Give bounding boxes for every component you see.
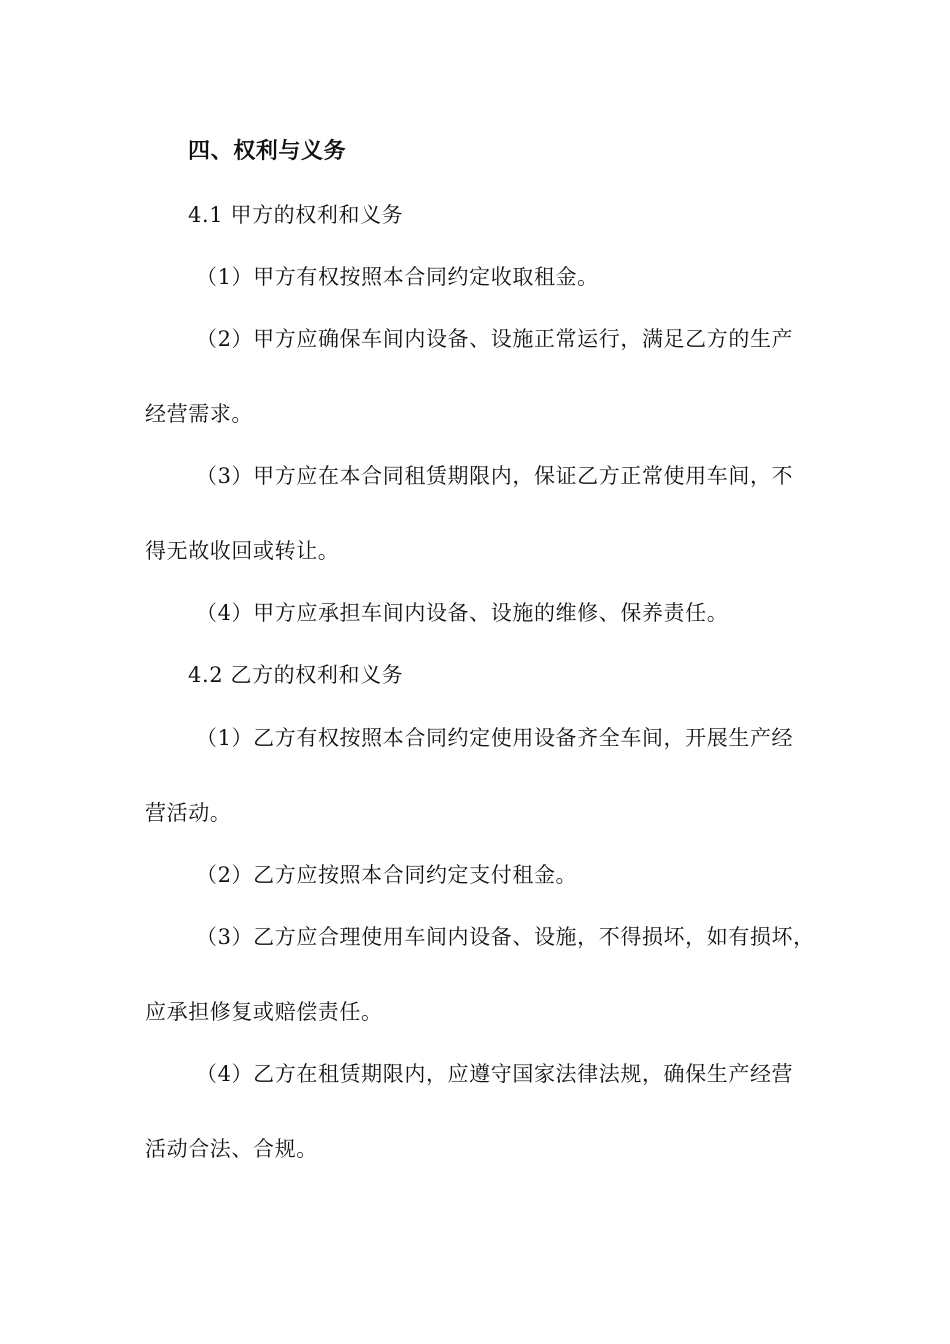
party-a-item-3-cont: 得无故收回或转让。 bbox=[145, 539, 340, 563]
party-a-item-2: （2）甲方应确保车间内设备、设施正常运行，满足乙方的生产 bbox=[196, 327, 794, 351]
party-b-item-4: （4）乙方在租赁期限内，应遵守国家法律法规，确保生产经营 bbox=[196, 1062, 794, 1086]
party-b-item-4-cont: 活动合法、合规。 bbox=[145, 1137, 318, 1161]
party-a-item-3: （3）甲方应在本合同租赁期限内，保证乙方正常使用车间，不 bbox=[196, 464, 794, 488]
party-a-item-2-cont: 经营需求。 bbox=[145, 402, 253, 426]
party-b-item-2: （2）乙方应按照本合同约定支付租金。 bbox=[196, 863, 578, 887]
party-b-title: 4.2 乙方的权利和义务 bbox=[188, 663, 404, 687]
party-b-item-1: （1）乙方有权按照本合同约定使用设备齐全车间，开展生产经 bbox=[196, 726, 794, 750]
party-a-item-1: （1）甲方有权按照本合同约定收取租金。 bbox=[196, 265, 599, 289]
party-b-item-1-cont: 营活动。 bbox=[145, 801, 232, 825]
party-a-item-4: （4）甲方应承担车间内设备、设施的维修、保养责任。 bbox=[196, 601, 729, 625]
party-b-item-3-cont: 应承担修复或赔偿责任。 bbox=[145, 1000, 383, 1024]
party-b-item-3: （3）乙方应合理使用车间内设备、设施，不得损坏，如有损坏， bbox=[196, 925, 815, 949]
party-a-title: 4.1 甲方的权利和义务 bbox=[188, 203, 404, 227]
section-heading: 四、权利与义务 bbox=[188, 139, 347, 164]
